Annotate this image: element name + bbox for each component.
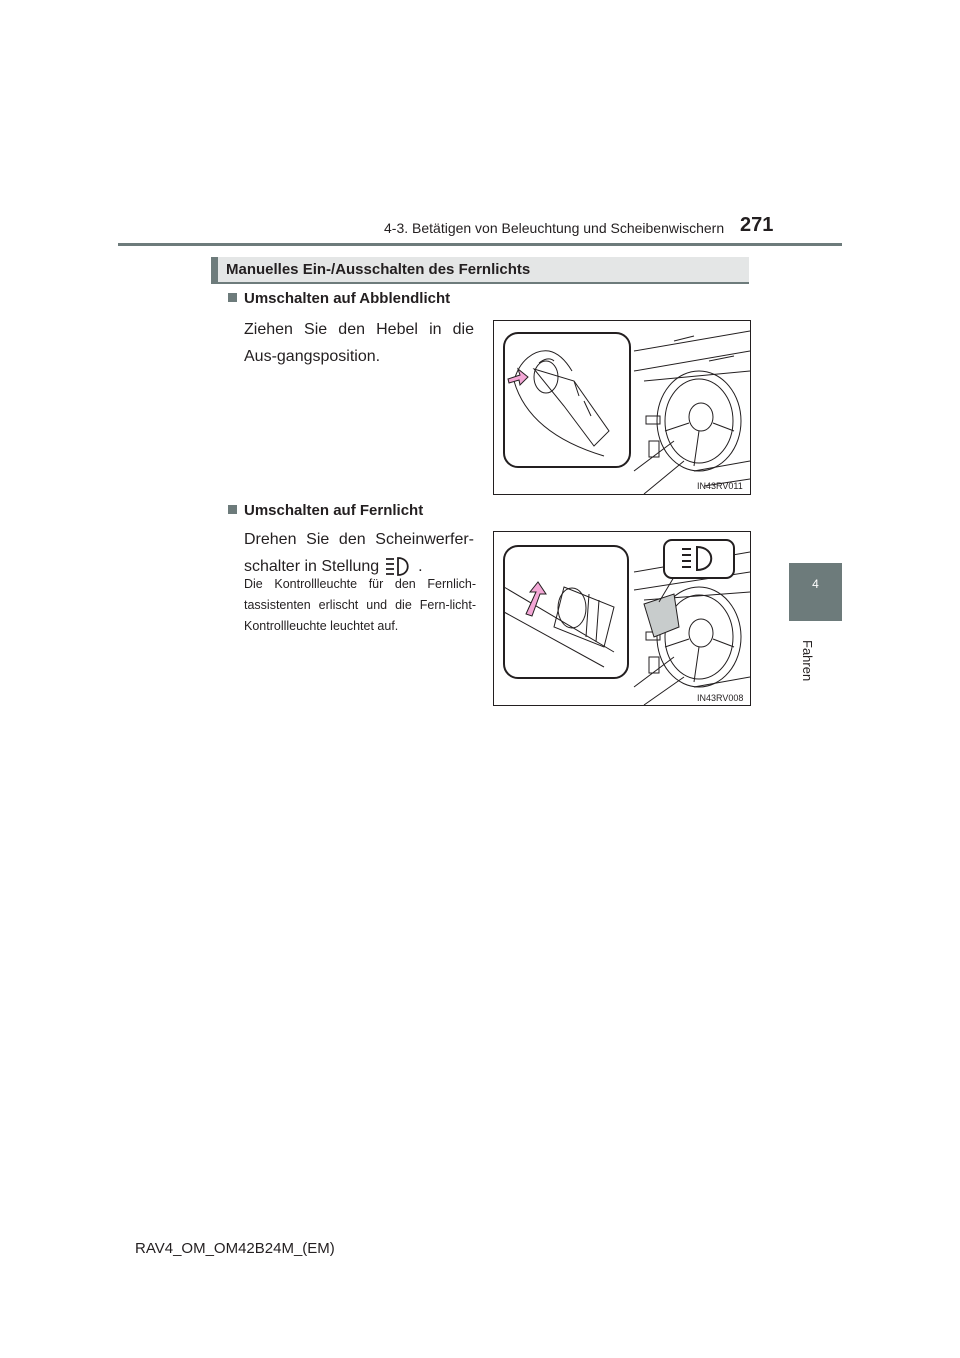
chapter-tab-number: 4 <box>812 577 819 591</box>
header-rule <box>118 243 842 246</box>
instruction-low-beam: Ziehen Sie den Hebel in die Aus-gangsposition. <box>244 321 474 365</box>
subheading-low-beam-text: Umschalten auf Abblendlicht <box>244 290 451 307</box>
section-heading-text: Manuelles Ein-/Ausschalten des Fernlichts <box>226 261 531 278</box>
page-header-title: 4-3. Betätigen von Beleuchtung und Scheibenwischern <box>384 220 725 236</box>
note-high-beam: Die Kontrollleuchte für den Fernlich-tassistenten erlischt und die Fern-licht-Kontrollleuchte leuchtet auf. <box>244 577 476 633</box>
subheading-high-beam-text: Umschalten auf Fernlicht <box>244 502 424 519</box>
chapter-tab <box>789 563 842 621</box>
page-number: 271 <box>740 214 774 236</box>
section-heading <box>211 257 749 284</box>
lever-rotate-illustration <box>494 532 750 705</box>
chapter-tab-label: Fahren <box>800 640 815 682</box>
section-heading-bar <box>211 257 218 284</box>
bullet-square-icon <box>228 293 237 302</box>
instruction-high-beam-text: Drehen Sie den Scheinwerfer-schalter in Stellung <box>244 531 474 575</box>
instruction-high-beam-end: . <box>418 558 423 575</box>
footer-document-code: RAV4_OM_OM42B24M_(EM) <box>135 1240 335 1257</box>
figure-low-beam <box>493 320 751 495</box>
subheading-low-beam <box>228 290 450 307</box>
bullet-square-icon <box>228 505 237 514</box>
figure-code-low-beam: IN43RV011 <box>697 481 743 491</box>
figure-high-beam <box>493 531 751 706</box>
figure-code-high-beam: IN43RV008 <box>697 693 744 703</box>
subheading-high-beam <box>228 502 423 519</box>
lever-pull-illustration <box>494 321 750 494</box>
